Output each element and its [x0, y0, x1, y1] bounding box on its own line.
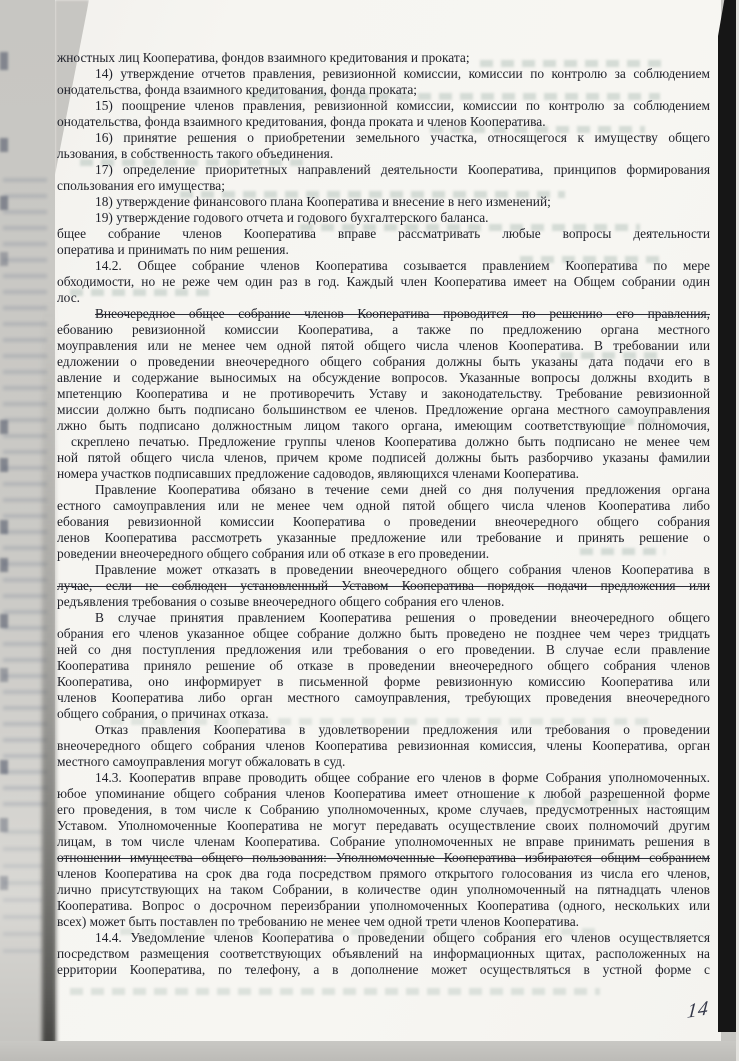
document-line: бщее собрание членов Кооператива вправе рассматривать любые вопросы деятельности	[57, 226, 710, 241]
document-line: онодательства, фонда взаимного кредитования, фонда проката;	[57, 82, 418, 97]
edge-smudge	[0, 668, 8, 682]
document-line: лжно быть подписано должностным лицом такого органа, имеющим соответствующие полномочия,	[57, 418, 710, 433]
edge-smudge	[0, 520, 8, 534]
document-line: юбое упоминание общего собрания членов Кооператива имеет отношение к любой разрешенной форме	[57, 786, 710, 801]
document-line: онодательства, фонда взаимного кредитования, фонда проката и членов Кооператива.	[57, 114, 546, 129]
handwritten-page-number: 14	[686, 996, 710, 1024]
document-line: 14.3. Кооператив вправе проводить общее собрание его членов в форме Собрания уполномоченных.	[95, 770, 710, 785]
document-line: естного самоуправления или не менее чем одной пятой общего числа членов Кооператива либо	[57, 498, 710, 513]
document-line: ней со дня поступления предложения или требования о его проведении. В случае если правление	[57, 642, 710, 657]
document-line: роведении внеочередного общего собрания или об отказе в его проведении.	[57, 546, 490, 561]
document-line: ерритории Кооператива, по телефону, а в дополнение может осуществляться в устной форме с	[57, 962, 710, 977]
document-line: местного самоуправления могут обжаловать в суд.	[57, 754, 346, 769]
document-line: едложении о проведении внеочередного общего собрания должны быть указаны дата подачи его в	[57, 354, 710, 369]
document-page	[55, 0, 721, 1041]
document-line: 14.2. Общее собрание членов Кооператива созывается правлением Кооператива по мере	[95, 258, 710, 273]
edge-smudge	[0, 138, 8, 152]
document-line: моуправления или не менее чем одной пятой общего числа членов Кооператива. В требовании или	[57, 338, 710, 353]
bleed-through-line	[70, 988, 600, 995]
document-line: мпетенцию Кооператива и не противоречить Уставу и законодательству. Требование ревизионной	[57, 386, 710, 401]
document-line: всех) может быть поставлен по требованию не менее чем одной трети членов Кооператива.	[57, 914, 580, 929]
document-line: миссии должно быть подписано большинством ее членов. Предложение органа местного самоуправления	[57, 402, 710, 417]
document-line: номера участков подписавших предложение садоводов, являющихся членами Кооператива.	[57, 466, 579, 481]
edge-smudge	[0, 614, 8, 628]
document-line: посредством размещения соответствующих объявлений на информационных щитах, расположенных на	[57, 946, 710, 961]
document-line: В случае принятия правлением Кооператива решения о проведении внеочередного общего	[95, 610, 710, 625]
document-line: 14) утверждение отчетов правления, ревизионной комиссии, комиссии по контролю за соблюдением	[95, 66, 710, 81]
document-line: 15) поощрение членов правления, ревизионной комиссии, комиссии по контролю за соблюдением	[95, 98, 710, 113]
document-line: жностных лиц Кооператива, фондов взаимного кредитования и проката;	[57, 50, 470, 65]
edge-smudge	[0, 818, 8, 832]
page-edge-shadow	[42, 300, 56, 1061]
document-line: редъявления требования о созыве внеочередного общего собрания его членов.	[57, 594, 505, 609]
document-line: Внеочередное общее собрание членов Кооператива проводится по решению его правления,	[95, 306, 710, 321]
edge-smudge	[0, 458, 8, 472]
edge-smudge	[0, 252, 8, 266]
document-line: внеочередного общего собрания членов Кооператива ревизионная комиссия, члены Кооператива, орган	[57, 738, 710, 753]
document-line: лично присутствующих на таком Собрании, в количестве один уполномоченный на пятнадцать членов	[57, 882, 710, 897]
document-line: авление и содержание выносимых на обсуждение вопросов. Указанные вопросы должны входить в	[57, 370, 710, 385]
document-line: обрания его членов указанное общее собрание должно быть проведено не позднее чем через тридцать	[57, 626, 710, 641]
document-line: 16) принятие решения о приобретении земельного участка, относящегося к имуществу общего	[95, 130, 710, 145]
document-line: членов Кооператива либо орган местного самоуправления, требующих проведения внеочередного	[57, 690, 710, 705]
document-line: членов Кооператива на срок два года посредством прямого открытого голосования из числа его членов,	[57, 866, 710, 881]
document-line: Уставом. Уполномоченные Кооператива не могут передавать осуществление своих полномочий другим	[57, 818, 710, 833]
document-line: 18) утверждение финансового плана Кооператива и внесение в него изменений;	[95, 194, 551, 209]
document-line: лучае, если не соблюден установленный Уставом Кооператива порядок подачи предложения или	[57, 578, 710, 593]
document-line: Кооператива приняло решение об отказе в проведении внеочередного общего собрания членов	[57, 658, 710, 673]
document-line: Правление Кооператива обязано в течение семи дней со дня получения предложения органа	[95, 482, 710, 497]
edge-smudge	[0, 196, 8, 210]
scan-edge-black-bar	[718, 0, 736, 1032]
scanner-bottom-strip	[0, 1041, 739, 1061]
document-line: скреплено печатью. Предложение группы членов Кооператива должно быть подписано не менее чем	[71, 434, 710, 449]
document-line: отношении имущества общего пользования: Уполномоченные Кооператива избираются общим собранием	[57, 850, 710, 865]
document-line: Кооператива. Вопрос о досрочном переизбрании уполномоченных Кооператива (одного, нескольких или	[57, 898, 710, 913]
document-line: оператива и принимать по ним решения.	[57, 242, 289, 257]
document-line: Правление может отказать в проведении внеочередного общего собрания членов Кооператива в	[95, 562, 710, 577]
document-line: общего собрания, о причинах отказа.	[57, 706, 269, 721]
document-line: спользования его имущества;	[57, 178, 225, 193]
document-line: ебования ревизионной комиссии Кооператива о проведении внеочередного общего собрания	[57, 514, 710, 529]
document-line: ленов Кооператива рассмотреть указанные предложение или требование и принять решение о	[57, 530, 710, 545]
edge-smudge	[0, 760, 8, 774]
document-line: 14.4. Уведомление членов Кооператива о проведении общего собрания его членов осуществляется	[95, 930, 710, 945]
edge-smudge	[0, 52, 8, 70]
document-line: его проведения, в том числе к Собранию уполномоченных, кроме случаев, предусмотренных настоящим	[57, 802, 710, 817]
document-line: Кооператива, оно информирует в письменной форме ревизионную комиссию Кооператива или	[57, 674, 710, 689]
bleed-through-text-left-margin-lower	[3, 830, 43, 960]
document-line: 17) определение приоритетных направлений деятельности Кооператива, принципов формирования	[95, 162, 710, 177]
document-line: 19) утверждение годового отчета и годового бухгалтерского баланса.	[95, 210, 489, 225]
document-line: ебованию ревизионной комиссии Кооператива, а также по предложению органа местного	[57, 322, 710, 337]
bleed-through-text-left-margin	[3, 178, 47, 818]
edge-smudge	[0, 420, 8, 434]
document-line: Отказ правления Кооператива в удовлетворении предложения или требования о проведении	[95, 722, 710, 737]
document-line: лос.	[57, 290, 81, 305]
document-line: льзования, в собственность такого объединения.	[57, 146, 334, 161]
document-line: лицам, в том числе членам Кооператива. Собрание уполномоченных не вправе принимать решения в	[57, 834, 710, 849]
document-text	[57, 50, 710, 978]
document-line: ной пятой общего числа членов, причем кроме подписей должны быть разборчиво указаны фамилии	[57, 450, 710, 465]
document-line: обходимости, но не реже чем один раз в год. Каждый член Кооператива имеет на Общем собрании один	[57, 274, 710, 289]
edge-smudge	[0, 558, 8, 572]
edge-smudge	[0, 876, 8, 890]
